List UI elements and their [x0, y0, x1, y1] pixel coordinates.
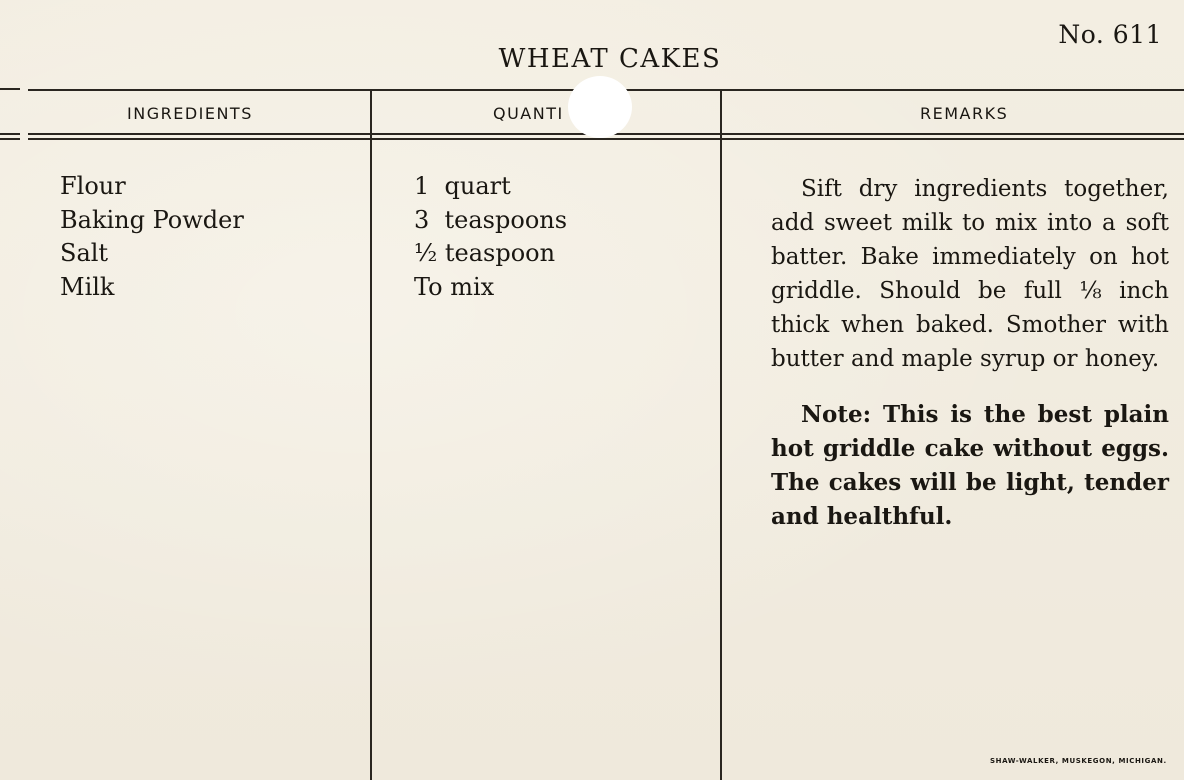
quantity-item: 3 teaspoons — [414, 205, 568, 234]
directions-paragraph: Sift dry ingredients together, add sweet milk to mix into a soft batter. Bake immediately on hot griddle. Should be full ⅛ inch thick when baked. Smother with butter and maple syrup or honey. — [771, 176, 1169, 372]
top-rule-tick — [0, 88, 20, 90]
quantity-column-header: QUANTI — [493, 104, 564, 123]
ingredient-item: Flour — [60, 172, 126, 200]
quantity-item: 1 quart — [414, 172, 511, 200]
column-divider — [370, 89, 372, 780]
quantity-list — [414, 170, 567, 304]
header-rule — [28, 138, 1184, 140]
quantity-item: ½ teaspoon — [414, 239, 556, 267]
ingredients-column-header: INGREDIENTS — [127, 104, 253, 123]
remarks-column-header: REMARKS — [920, 104, 1009, 123]
header-rule-tick — [0, 133, 20, 135]
column-divider — [720, 89, 722, 780]
remarks-text — [771, 172, 1169, 534]
ingredient-item: Baking Powder — [60, 205, 244, 234]
ingredient-item: Milk — [60, 272, 115, 301]
header-rule-tick — [0, 138, 20, 140]
recipe-title: WHEAT CAKES — [498, 44, 722, 74]
quantity-item: To mix — [414, 272, 495, 301]
ingredient-item: Salt — [60, 239, 109, 267]
card-number: No. 611 — [1058, 20, 1162, 49]
ingredients-list — [60, 170, 244, 304]
punch-hole — [568, 76, 632, 138]
printer-imprint: SHAW-WALKER, MUSKEGON, MICHIGAN. — [990, 757, 1167, 765]
note-paragraph: Note: This is the best plain hot griddle cake without eggs. The cakes will be light, tender and healthful. — [771, 401, 1169, 530]
